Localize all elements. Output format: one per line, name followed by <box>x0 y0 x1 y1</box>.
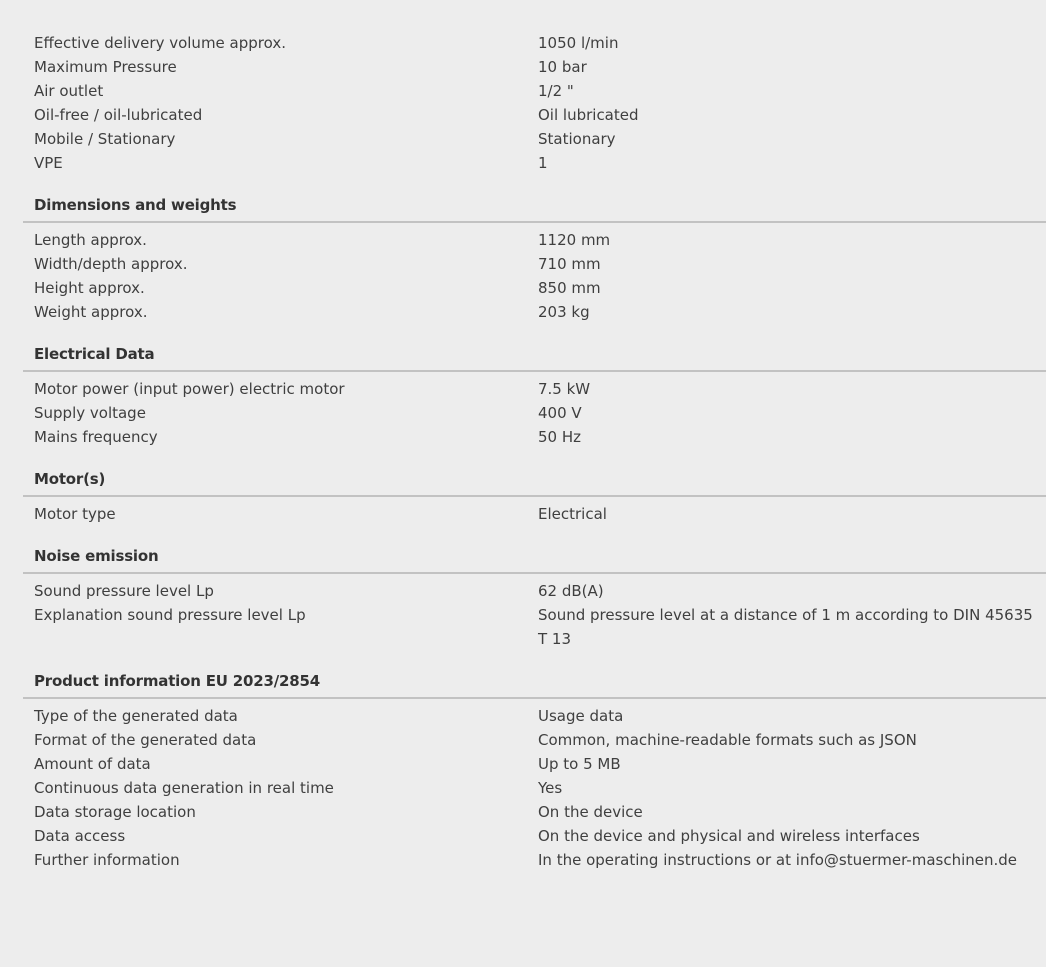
spec-value: 1120 mm <box>538 231 611 249</box>
spec-row <box>23 276 1046 300</box>
spec-row <box>23 704 1046 728</box>
spec-rows <box>23 574 1046 651</box>
spec-value: In the operating instructions or at info@stuermer-maschinen.de <box>538 851 1018 869</box>
spec-value: Electrical <box>538 505 607 523</box>
section-heading: Noise emission <box>23 542 1046 574</box>
spec-value: On the device and physical and wireless interfaces <box>538 827 920 845</box>
spec-label: Sound pressure level Lp <box>34 582 214 600</box>
spec-section <box>23 191 1046 324</box>
spec-section <box>23 667 1046 872</box>
spec-value: 62 dB(A) <box>538 582 604 600</box>
spec-row <box>23 824 1046 848</box>
spec-label: Data access <box>34 827 126 845</box>
spec-label: Format of the generated data <box>34 731 257 749</box>
spec-rows <box>23 372 1046 449</box>
spec-label: Weight approx. <box>34 303 148 321</box>
section-heading: Electrical Data <box>23 340 1046 372</box>
section-heading: Product information EU 2023/2854 <box>23 667 1046 699</box>
spec-label: Mains frequency <box>34 428 158 446</box>
spec-value: Oil lubricated <box>538 106 639 124</box>
spec-table <box>23 31 1046 872</box>
spec-rows <box>23 223 1046 324</box>
spec-value: Up to 5 MB <box>538 755 621 773</box>
spec-rows <box>23 31 1046 175</box>
spec-row <box>23 228 1046 252</box>
spec-label: Air outlet <box>34 82 104 100</box>
spec-value: 50 Hz <box>538 428 582 446</box>
spec-row <box>23 401 1046 425</box>
spec-label: Maximum Pressure <box>34 58 177 76</box>
spec-label: Motor type <box>34 505 116 523</box>
spec-section <box>23 542 1046 651</box>
spec-label: Oil-free / oil-lubricated <box>34 106 203 124</box>
spec-row <box>23 800 1046 824</box>
spec-row <box>23 425 1046 449</box>
spec-row <box>23 776 1046 800</box>
spec-section <box>23 465 1046 526</box>
spec-label: Mobile / Stationary <box>34 130 176 148</box>
spec-row <box>23 377 1046 401</box>
spec-row <box>23 300 1046 324</box>
spec-row <box>23 55 1046 79</box>
spec-value: Usage data <box>538 707 624 725</box>
spec-value: Sound pressure level at a distance of 1 m according to DIN 45635 T 13 <box>538 606 1033 648</box>
spec-value: 203 kg <box>538 303 590 321</box>
spec-label: Explanation sound pressure level Lp <box>34 606 306 624</box>
spec-label: Effective delivery volume approx. <box>34 34 286 52</box>
spec-row <box>23 127 1046 151</box>
spec-rows <box>23 497 1046 526</box>
section-heading: Dimensions and weights <box>23 191 1046 223</box>
section-heading: Motor(s) <box>23 465 1046 497</box>
spec-value: 10 bar <box>538 58 587 76</box>
spec-rows <box>23 699 1046 872</box>
spec-row <box>23 151 1046 175</box>
spec-value: Stationary <box>538 130 616 148</box>
spec-value: 1 <box>538 154 548 172</box>
spec-label: Amount of data <box>34 755 151 773</box>
spec-value: 710 mm <box>538 255 601 273</box>
spec-value: On the device <box>538 803 643 821</box>
spec-label: Length approx. <box>34 231 147 249</box>
spec-value: Yes <box>538 779 563 797</box>
spec-row <box>23 603 1046 651</box>
spec-value: 400 V <box>538 404 582 422</box>
spec-row <box>23 752 1046 776</box>
spec-row <box>23 848 1046 872</box>
spec-label: Height approx. <box>34 279 145 297</box>
spec-row <box>23 103 1046 127</box>
spec-value: 7.5 kW <box>538 380 591 398</box>
spec-label: Further information <box>34 851 180 869</box>
spec-row <box>23 502 1046 526</box>
spec-value: Common, machine-readable formats such as JSON <box>538 731 917 749</box>
spec-label: Data storage location <box>34 803 196 821</box>
spec-row <box>23 31 1046 55</box>
spec-value: 850 mm <box>538 279 601 297</box>
spec-value: 1050 l/min <box>538 34 619 52</box>
spec-label: VPE <box>34 154 63 172</box>
spec-label: Width/depth approx. <box>34 255 188 273</box>
spec-row <box>23 728 1046 752</box>
spec-value: 1/2 " <box>538 82 574 100</box>
spec-section <box>23 340 1046 449</box>
spec-row <box>23 79 1046 103</box>
spec-label: Supply voltage <box>34 404 146 422</box>
spec-row <box>23 579 1046 603</box>
spec-section <box>23 31 1046 175</box>
spec-label: Motor power (input power) electric motor <box>34 380 345 398</box>
spec-row <box>23 252 1046 276</box>
spec-label: Type of the generated data <box>34 707 238 725</box>
spec-label: Continuous data generation in real time <box>34 779 334 797</box>
